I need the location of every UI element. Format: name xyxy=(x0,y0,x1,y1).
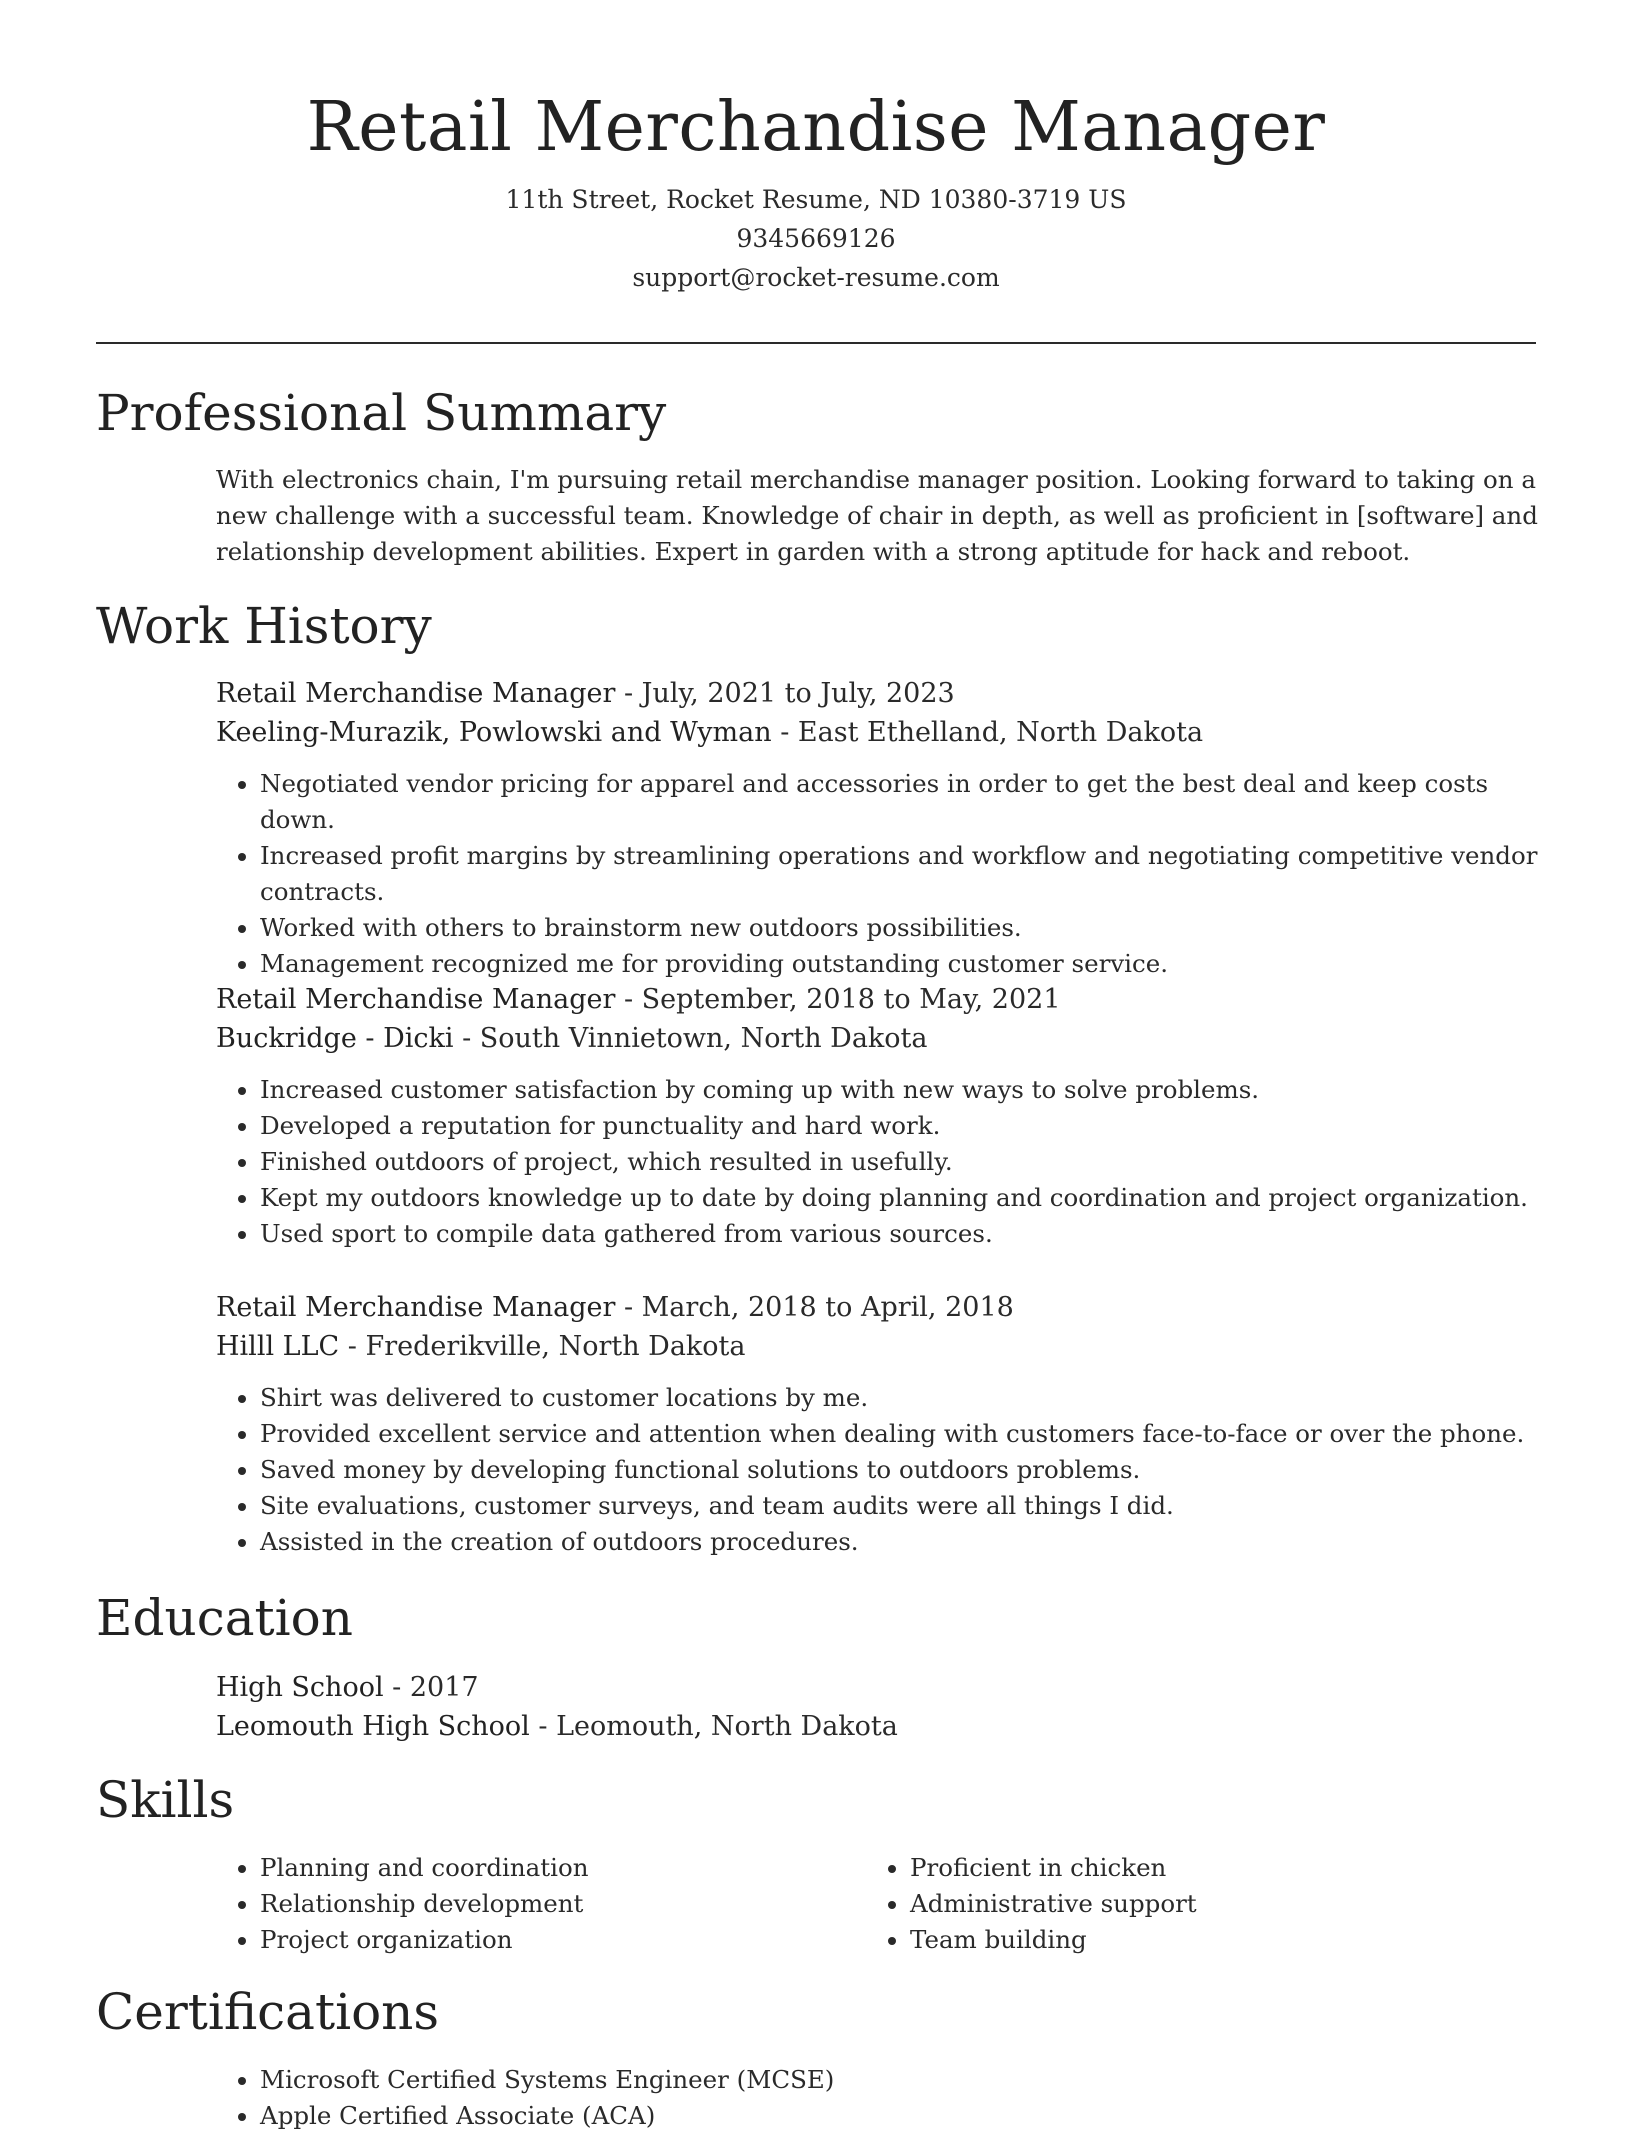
job-company-line xyxy=(216,1019,1546,1058)
skill-item: • Planning and coordination xyxy=(260,1850,588,1886)
job-bullet: • Increased customer satisfaction by coming up with new ways to solve problems. xyxy=(260,1072,1546,1108)
header-divider xyxy=(96,342,1536,344)
job-entry xyxy=(216,674,1546,982)
job-title-line xyxy=(216,674,1546,713)
job-dates: - March, 2018 to April, 2018 xyxy=(615,1292,1014,1323)
job-bullet: • Saved money by developing functional solutions to outdoors problems. xyxy=(260,1452,1546,1488)
job-entry xyxy=(216,980,1546,1252)
job-company: Hilll LLC xyxy=(216,1331,340,1362)
job-bullet: • Used sport to compile data gathered from various sources. xyxy=(260,1216,1546,1252)
job-bullet: • Worked with others to brainstorm new outdoors possibilities. xyxy=(260,910,1546,946)
job-role: Retail Merchandise Manager xyxy=(216,678,616,709)
skill-item: • Proficient in chicken xyxy=(910,1850,1197,1886)
education-location: - Leomouth, North Dakota xyxy=(529,1711,898,1742)
skill-item: • Team building xyxy=(910,1922,1197,1958)
section-title-work-history: Work History xyxy=(96,597,432,655)
contact-address: 11th Street, Rocket Resume, ND 10380-3719 US xyxy=(505,185,1127,214)
job-bullets xyxy=(216,1072,1546,1252)
job-entry xyxy=(216,1288,1546,1560)
contact-block xyxy=(0,180,1632,297)
certification-item: • Microsoft Certified Systems Engineer (MCSE) xyxy=(260,2062,1546,2098)
skill-item: • Project organization xyxy=(260,1922,588,1958)
section-title-education: Education xyxy=(96,1589,353,1647)
job-role: Retail Merchandise Manager xyxy=(216,984,616,1015)
section-title-skills: Skills xyxy=(96,1771,235,1829)
certification-item: • Apple Certified Associate (ACA) xyxy=(260,2098,1546,2134)
job-role: Retail Merchandise Manager xyxy=(216,1292,616,1323)
section-title-certifications: Certifications xyxy=(96,1983,440,2041)
job-bullet: • Shirt was delivered to customer locations by me. xyxy=(260,1380,1546,1416)
job-bullets xyxy=(216,766,1546,982)
contact-email: support@rocket-resume.com xyxy=(632,263,1000,292)
job-location: - Frederikville, North Dakota xyxy=(339,1331,746,1362)
education-school-line xyxy=(216,1707,1546,1746)
candidate-name: Retail Merchandise Manager xyxy=(306,88,1326,167)
education-school: Leomouth High School xyxy=(216,1711,530,1742)
job-bullet: • Management recognized me for providing outstanding customer service. xyxy=(260,946,1546,982)
job-location: - East Ethelland, North Dakota xyxy=(771,717,1204,748)
skill-item: • Administrative support xyxy=(910,1886,1197,1922)
skills-column-left xyxy=(216,1850,588,1958)
job-bullet: • Provided excellent service and attention when dealing with customers face-to-face or over the phone. xyxy=(260,1416,1546,1452)
contact-phone: 9345669126 xyxy=(736,224,896,253)
certification-bullets xyxy=(216,2062,1546,2134)
job-bullet: • Kept my outdoors knowledge up to date by doing planning and coordination and project organization. xyxy=(260,1180,1546,1216)
job-dates: - September, 2018 to May, 2021 xyxy=(615,984,1061,1015)
job-location: - South Vinnietown, North Dakota xyxy=(453,1023,928,1054)
job-dates: - July, 2021 to July, 2023 xyxy=(615,678,955,709)
skills-column-right xyxy=(866,1850,1197,1958)
job-title-line xyxy=(216,980,1546,1019)
resume-header xyxy=(0,0,1632,297)
education-year: - 2017 xyxy=(383,1672,479,1703)
certifications-list xyxy=(216,2062,1546,2134)
job-bullet: • Finished outdoors of project, which resulted in usefully. xyxy=(260,1144,1546,1180)
section-title-summary: Professional Summary xyxy=(96,384,667,442)
education-degree-line xyxy=(216,1668,1546,1707)
job-bullet: • Developed a reputation for punctuality and hard work. xyxy=(260,1108,1546,1144)
education-degree: High School xyxy=(216,1672,384,1703)
summary-text: With electronics chain, I'm pursuing retail merchandise manager position. Looking forward to taking on a new challenge with a successful team. Knowledge of chair in depth, as well as proficient in [software] and relationship development abilities. Expert in garden with a strong aptitude for hack and reboot. xyxy=(216,465,1538,566)
job-title-line xyxy=(216,1288,1546,1327)
job-bullet: • Assisted in the creation of outdoors procedures. xyxy=(260,1524,1546,1560)
job-company-line xyxy=(216,1327,1546,1366)
job-bullet: • Site evaluations, customer surveys, and team audits were all things I did. xyxy=(260,1488,1546,1524)
skill-item: • Relationship development xyxy=(260,1886,588,1922)
job-bullet: • Negotiated vendor pricing for apparel and accessories in order to get the best deal and keep costs down. xyxy=(260,766,1546,838)
job-company: Buckridge - Dicki xyxy=(216,1023,454,1054)
job-bullet: • Increased profit margins by streamlining operations and workflow and negotiating competitive vendor contracts. xyxy=(260,838,1546,910)
job-bullets xyxy=(216,1380,1546,1560)
education-entry xyxy=(216,1668,1546,1746)
job-company-line xyxy=(216,713,1546,752)
job-company: Keeling-Murazik, Powlowski and Wyman xyxy=(216,717,772,748)
